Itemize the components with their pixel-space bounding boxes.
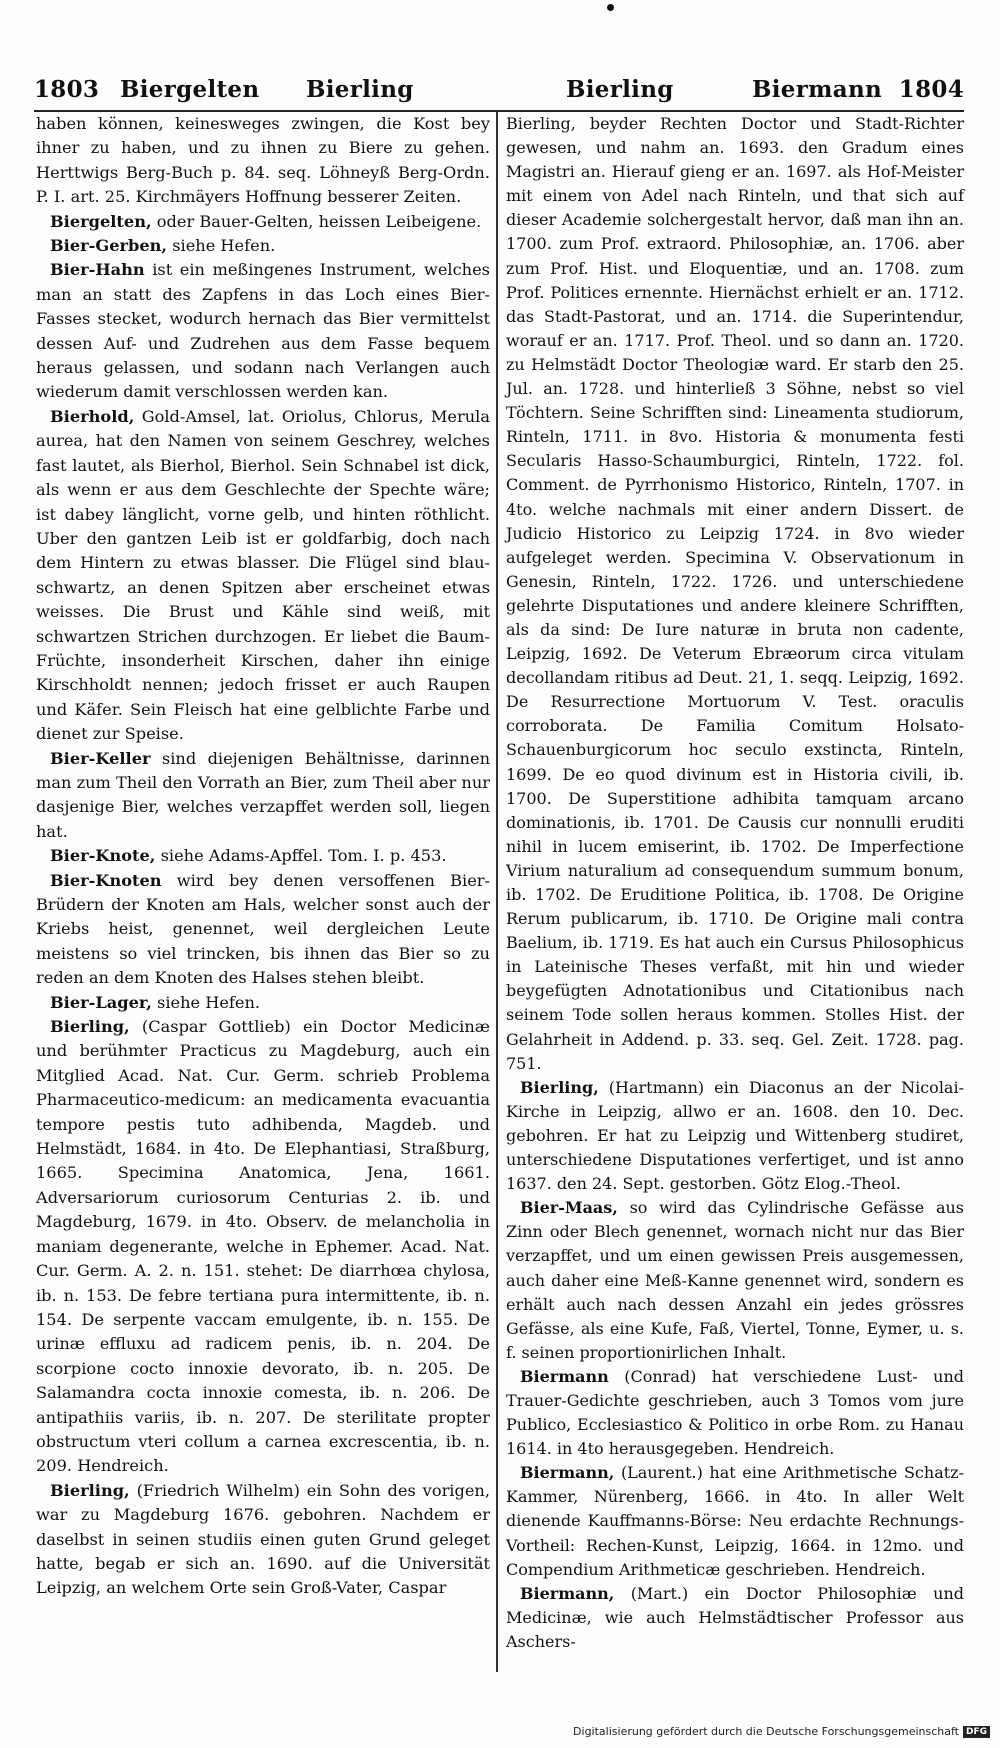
footer-text: Digitalisierung gefördert durch die Deutsche Forschungsgemeinschaft — [573, 1725, 959, 1738]
entry-text: so wird das Cylindrische Gefässe aus Zinn oder Blech genennet, wornach nicht nur das Bier verzapffet, und um einen gewissen Preis ausgemessen, auch daher eine Meß-Kanne genennet wird, sondern es erhält auch nach dessen Anzahl ein jedes grössres Gefässe, als eine Kufe, Faß, Viertel, Tonne, Eymer, u. s. f. seinen proportionirlichen Inhalt. — [506, 1198, 964, 1362]
entry-headword: Bier-Knote, — [50, 846, 156, 866]
entry-paragraph — [506, 1582, 964, 1654]
entry-headword: Bier-Keller — [50, 748, 151, 768]
entry-text: (Laurent.) hat eine Arithmetische Schatz-Kammer, Nürenberg, 1666. in 4to. In aller Welt dienende Kauffmanns-Börse: Neu erdachte Rechnungs-Vortheil: Rechen-Kunst, Leipzig, 1664. in 12mo. und Compendium Arithmeticæ geschrieben. Hendreich. — [506, 1463, 964, 1579]
entry-headword: Bierling, — [50, 1480, 130, 1500]
entry-text: oder Bauer-Gelten, heissen Leibeigene. — [156, 211, 482, 231]
guide-word-3: Bierling — [566, 76, 674, 103]
entry-text: siehe Adams-Apffel. Tom. I. p. 453. — [160, 846, 447, 866]
entry-paragraph — [506, 112, 964, 1076]
entry-headword: Bier-Lager, — [50, 992, 152, 1012]
entry-text: (Hartmann) ein Diaconus an der Nicolai-Kirche in Leipzig, allwo er an. 1608. den 10. Dec. gebohren. Er hat zu Leipzig und Wittenberg studiret, unterschiedene Disputationes verfertiget, und ist anno 1637. den 24. Sept. gestorben. Götz Elog.-Theol. — [506, 1077, 964, 1194]
column-divider — [496, 112, 498, 1672]
entry-text: sind diejenigen Behältnisse, darinnen man zum Theil den Vorrath an Bier, zum Theil aber nur dasjenige Bier, welches verzapffet werden soll, liegen hat. — [36, 748, 490, 841]
entry-headword: Bier-Maas, — [520, 1198, 618, 1218]
entry-paragraph — [36, 991, 490, 1015]
entry-paragraph — [36, 869, 490, 991]
entry-headword: Biermann, — [520, 1463, 615, 1483]
entry-paragraph — [36, 405, 490, 747]
entry-headword: Bier-Gerben, — [50, 236, 168, 256]
entry-headword: Bierhold, — [50, 406, 135, 426]
entry-headword: Biermann — [520, 1366, 609, 1386]
entry-text: ist ein meßingenes Instrument, welches man an statt des Zapfens in das Loch eines Bier-Fasses stecket, wodurch hernach das Bier vermittelst dessen Auf- und Zudrehen aus dem Fasse bequem heraus gelassen, und sodann nach Verlangen auch wiederum damit verschlossen werden kan. — [36, 260, 490, 402]
entry-text: siehe Hefen. — [172, 236, 276, 256]
entry-paragraph — [36, 210, 490, 234]
entry-paragraph — [506, 1196, 964, 1365]
entry-paragraph — [506, 1076, 964, 1196]
entry-text: siehe Hefen. — [157, 992, 261, 1012]
entry-paragraph — [36, 258, 490, 404]
left-column — [36, 112, 490, 1601]
entry-paragraph — [36, 234, 490, 258]
entry-text: (Conrad) hat verschiedene Lust- und Trauer-Gedichte geschrieben, auch 3 Tomos vom jure Publico, Ecclesiastico & Politico in orbe Rom. zu Hanau 1614. in 4to herausgegeben. Hendreich. — [506, 1366, 964, 1459]
entry-headword: Biergelten, — [50, 211, 152, 231]
dfg-logo: DFG — [963, 1726, 990, 1738]
entry-headword: Bierling, — [50, 1017, 130, 1037]
entry-headword: Bier-Hahn — [50, 260, 145, 280]
entry-text: (Caspar Gottlieb) ein Doctor Medicinæ und berühmter Practicus zu Magdeburg, auch ein Mitglied Acad. Nat. Cur. Germ. schrieb Problema Pharmaceutico-medicum: an medicamenta evacuantia tempore pestis tuto adhibenda, Magdeb. und Helmstädt, 1684. in 4to. De Elephantiasi, Straßburg, 1665. Specimina Anatomica, Jena, 1661. Adversariorum curiosorum Centurias 2. ib. und Magdeburg, 1679. in 4to. Observ. de melancholia in maniam degenerante, welche in Ephemer. Acad. Nat. Cur. Germ. A. 2. n. 151. stehet: De diarrhœa chylosa, ib. n. 153. De febre tertiana pura intermittente, ib. n. 154. De serpente vaccam emulgente, ib. n. 155. De urinæ effluxu ad radicem penis, ib. n. 204. De scorpione cocto innoxie devorato, ib. n. 205. De Salamandra cocta innoxie comesta, ib. n. 206. De antipathiis variis, ib. n. 207. De sterilitate propter obstructum vteri collum a carnea excrescentia, ib. n. 209. Hendreich. — [36, 1017, 490, 1476]
running-header — [34, 76, 964, 108]
right-column — [506, 112, 964, 1654]
entry-text: wird bey denen versoffenen Bier-Brüdern der Knoten am Hals, welcher sonst auch der Kriebs heist, genennet, weil dergleichen Leute meistens so viel trincken, bis ihnen das Bier so zu reden an dem Knoten des Halses stehen bleibt. — [36, 870, 491, 988]
page-number-left: 1803 — [34, 76, 100, 103]
entry-text: Bierling, beyder Rechten Doctor und Stadt-Richter gewesen, und nahm an. 1693. den Gradum eines Magistri an. Hierauf gieng er an. 1697. als Hof-Meister mit einem von Adel nach Rinteln, und that sich auf dieser Academie solchergestalt hervor, daß man ihn an. 1700. zum Prof. extraord. Philosophiæ, an. 1706. aber zum Prof. Hist. und Eloquentiæ, und an. 1708. zum Prof. Politices ernennte. Hiernächst erhielt er an. 1712. das Stadt-Pastorat, und an. 1714. die Superintendur, worauf er an. 1717. Prof. Theol. und so dann an. 1720. zu Helmstädt Doctor Theologiæ ward. Er starb den 25. Jul. an. 1728. und hinterließ 3 Söhne, nebst so viel Töchtern. Seine Schrifften sind: Lineamenta studiorum, Rinteln, 1711. in 8vo. Historia & monumenta festi Secularis Hasso-Schaumburgici, Rinteln, 1722. fol. Comment. de Pyrrhonismo Historico, Rinteln, 1707. in 4to. welche nachmals mit einer andern Dissert. de Judicio Historico zu Leipzig 1724. in 8vo wieder aufgeleget werden. Specimina V. Observationum in Genesin, Rinteln, 1722. 1726. und unterschiedene gelehrte Disputationes und andere kleinere Schrifften, als da sind: De Iure naturæ in bruta non cadente, Leipzig, 1692. De Veterum Ebræorum circa vitulam decollandam ritibus ad Deut. 21, 1. seqq. Leipzig, 1692. De Resurrectione Mortuorum V. Test. oraculis corroborata. De Familia Comitum Holsato-Schauenburgicorum hoc seculo exstincta, Rinteln, 1699. De eo quod divinum est in Historia civili, ib. 1700. De Superstitione adhibita tamquam arcano dominationis, ib. 1701. De Causis cur nonnulli eruditi nihil in lucem emiserint, ib. 1702. De Imperfectione Virium naturalium ad consequendum summum bonum, ib. 1702. De Eruditione Politica, ib. 1708. De Origine Rerum publicarum, ib. 1710. De Origine mali contra Baelium, ib. 1719. Es hat auch ein Cursus Philosophicus in Lateinische Theses verfaßt, mit hin und wieder beygefügten Adnotationibus und Citationibus nach seinem Tode sollen heraus kommen. Stolles Hist. der Gelahrheit in Addend. p. 33. seq. Gel. Zeit. 1728. pag. 751. — [506, 114, 964, 1073]
entry-paragraph — [36, 844, 490, 868]
entry-text: Gold-Amsel, lat. Oriolus, Chlorus, Merula aurea, hat den Namen von seinem Geschrey, welches fast lautet, als Bierhol, Bierhol. Sein Schnabel ist dick, als wenn er aus dem Geschlechte der Spechte wäre; ist dabey länglicht, vorne gelb, und hinten röthlicht. Uber den gantzen Leib ist er goldfarbig, doch nach dem Hintern zu etwas blasser. Die Flügel sind blau-schwartz, an denen Spitzen aber erscheinet etwas weisses. Die Brust und Kähle sind weiß, mit schwartzen Strichen durchzogen. Er liebet die Baum-Früchte, insonderheit Kirschen, daher ihn einige Kirschholdt nennen; jedoch frisset er auch Raupen und Käfer. Sein Fleisch hat eine gelblichte Farbe und dienet zur Speise. — [36, 406, 490, 744]
footer-credit — [573, 1725, 990, 1738]
entry-paragraph — [36, 1015, 490, 1479]
entry-headword: Bierling, — [520, 1077, 599, 1097]
entry-paragraph — [506, 1461, 964, 1581]
entry-headword: Biermann, — [520, 1583, 615, 1603]
entry-headword: Bier-Knoten — [50, 870, 162, 890]
entry-paragraph — [36, 112, 490, 210]
entry-paragraph — [506, 1365, 964, 1461]
guide-word-4: Biermann — [752, 76, 883, 103]
entry-paragraph — [36, 1479, 490, 1601]
entry-paragraph — [36, 747, 490, 845]
guide-word-1: Biergelten — [120, 76, 260, 103]
entry-text: haben können, keinesweges zwingen, die Kost bey ihner zu haben, und zu ihnen zu Biere zu gehen. Herttwigs Berg-Buch p. 84. seq. Löhneyß Berg-Ordn. P. I. art. 25. Kirchmäyers Hoffnung besserer Zeiten. — [36, 114, 490, 207]
page-number-right: 1804 — [898, 76, 964, 103]
ink-dot — [607, 4, 614, 11]
guide-word-2: Bierling — [306, 76, 414, 103]
entry-text: (Friedrich Wilhelm) ein Sohn des vorigen, war zu Magdeburg 1676. gebohren. Nachdem er daselbst in seinen studiis einen guten Grund geleget hatte, begab er sich an. 1690. auf die Universität Leipzig, an welchem Orte sein Groß-Vater, Caspar — [36, 1480, 490, 1598]
entry-text: (Mart.) ein Doctor Philosophiæ und Medicinæ, wie auch Helmstädtischer Professor aus Aschers- — [506, 1583, 964, 1651]
